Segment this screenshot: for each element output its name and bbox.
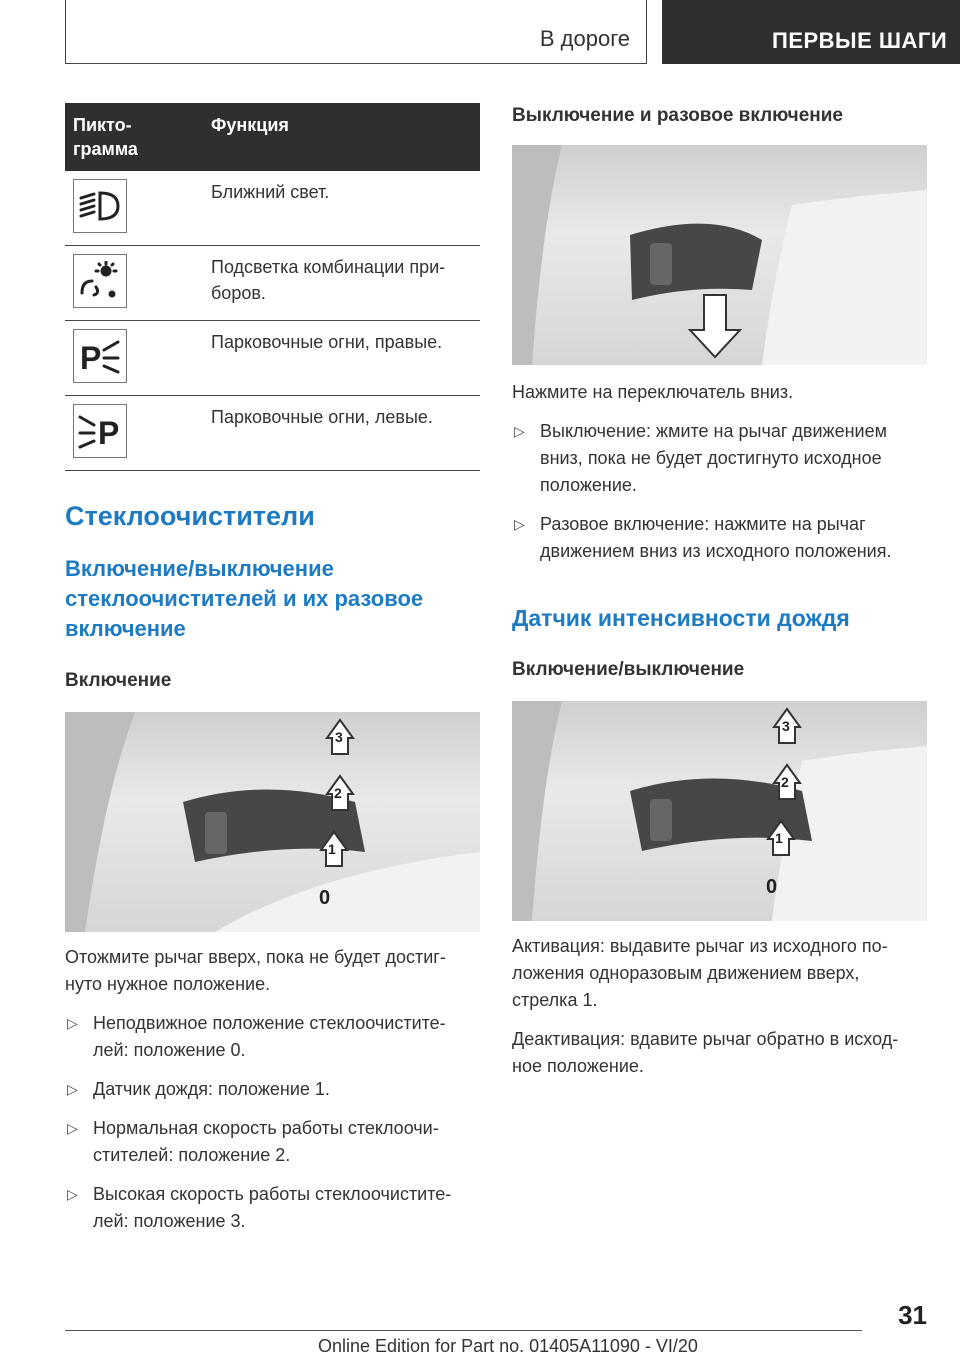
parking-light-right-icon <box>73 329 127 383</box>
switching-on-heading: Включение <box>65 670 172 691</box>
right-column <box>512 103 928 1080</box>
table-row <box>65 171 480 246</box>
left-column <box>65 103 480 1235</box>
table-header-row <box>65 103 480 171</box>
wiper-lever-up-photo <box>65 712 480 932</box>
header-section-title: В дороге <box>539 26 630 51</box>
switch-off-heading: Выключение и разовое включение <box>512 105 843 126</box>
bullet-triangle-icon: ▷ <box>67 1120 78 1136</box>
rain-sensor-switch-heading: Включение/выключение <box>512 659 745 680</box>
svg-text:P: P <box>80 340 102 376</box>
lever-position-label: 1 <box>775 830 783 846</box>
list-item: ▷ Нормальная скорость работы стеклоочи- стителей: положение 2. <box>65 1115 480 1169</box>
list-item: ▷ Выключение: жмите на рычаг движением вниз, пока не будет достигнуто исходное положение. <box>512 418 928 499</box>
wipers-subheading: Включение/выключение стеклоочистителей и их разовое включение <box>65 556 424 641</box>
bullet-triangle-icon: ▷ <box>514 516 525 532</box>
footer-edition: Online Edition for Part no. 01405A11090 - VI/20 <box>318 1336 698 1356</box>
lever-position-label: 0 <box>319 887 331 909</box>
page-header <box>0 0 960 66</box>
function-parking-light-left: Парковочные огни, левые. <box>203 396 480 471</box>
column-header-function: Функция <box>203 103 480 171</box>
function-parking-light-right: Парковочные огни, правые. <box>203 321 480 396</box>
deactivation-text: Деактивация: вдавите рычаг обратно в исход- ное положение. <box>512 1029 899 1076</box>
list-item: ▷ Датчик дождя: положение 1. <box>65 1076 480 1103</box>
lever-position-label: 3 <box>782 718 790 734</box>
footer-divider <box>65 1330 862 1331</box>
pictogram-table <box>65 103 480 471</box>
low-beam-icon <box>73 179 127 233</box>
lever-position-label: 3 <box>335 729 343 745</box>
parking-light-left-icon <box>73 404 127 458</box>
lever-up-instruction: Отожмите рычаг вверх, пока не будет достиг- нуто нужное положение. <box>65 947 446 994</box>
table-row <box>65 396 480 471</box>
bullet-triangle-icon: ▷ <box>67 1186 78 1202</box>
svg-text:P: P <box>98 415 120 451</box>
function-low-beam: Ближний свет. <box>203 171 480 246</box>
wiper-lever-down-photo <box>512 145 927 365</box>
bullet-triangle-icon: ▷ <box>514 423 525 439</box>
lever-position-label: 2 <box>334 785 342 801</box>
list-item: ▷ Неподвижное положение стеклоочистите- лей: положение 0. <box>65 1010 480 1064</box>
wiper-positions-list <box>65 1010 480 1235</box>
bullet-triangle-icon: ▷ <box>67 1081 78 1097</box>
page-number: 31 <box>898 1300 927 1330</box>
function-instrument-lighting: Подсветка комбинации при- боров. <box>203 246 480 321</box>
press-down-instruction: Нажмите на переключатель вниз. <box>512 382 794 402</box>
activation-text: Активация: выдавите рычаг из исходного по- ложения одноразовым движением вверх, стрелка 1. <box>512 936 888 1010</box>
bullet-triangle-icon: ▷ <box>67 1015 78 1031</box>
instrument-lighting-icon <box>73 254 127 308</box>
list-item: ▷ Разовое включение: нажмите на рычаг движением вниз из исходного положения. <box>512 511 928 565</box>
list-item: ▷ Высокая скорость работы стеклоочистите- лей: положение 3. <box>65 1181 480 1235</box>
header-chapter-title: ПЕРВЫЕ ШАГИ <box>662 0 960 64</box>
table-row <box>65 246 480 321</box>
rain-sensor-lever-photo <box>512 701 927 921</box>
wipers-heading: Стеклоочистители <box>65 501 315 531</box>
lever-position-label: 1 <box>328 841 336 857</box>
rain-sensor-heading: Датчик интенсивности дождя <box>512 605 850 631</box>
column-header-pictogram: Пикто- грамма <box>65 103 203 171</box>
table-row <box>65 321 480 396</box>
switch-off-list <box>512 418 928 565</box>
lever-position-label: 2 <box>781 774 789 790</box>
lever-position-label: 0 <box>766 876 778 898</box>
